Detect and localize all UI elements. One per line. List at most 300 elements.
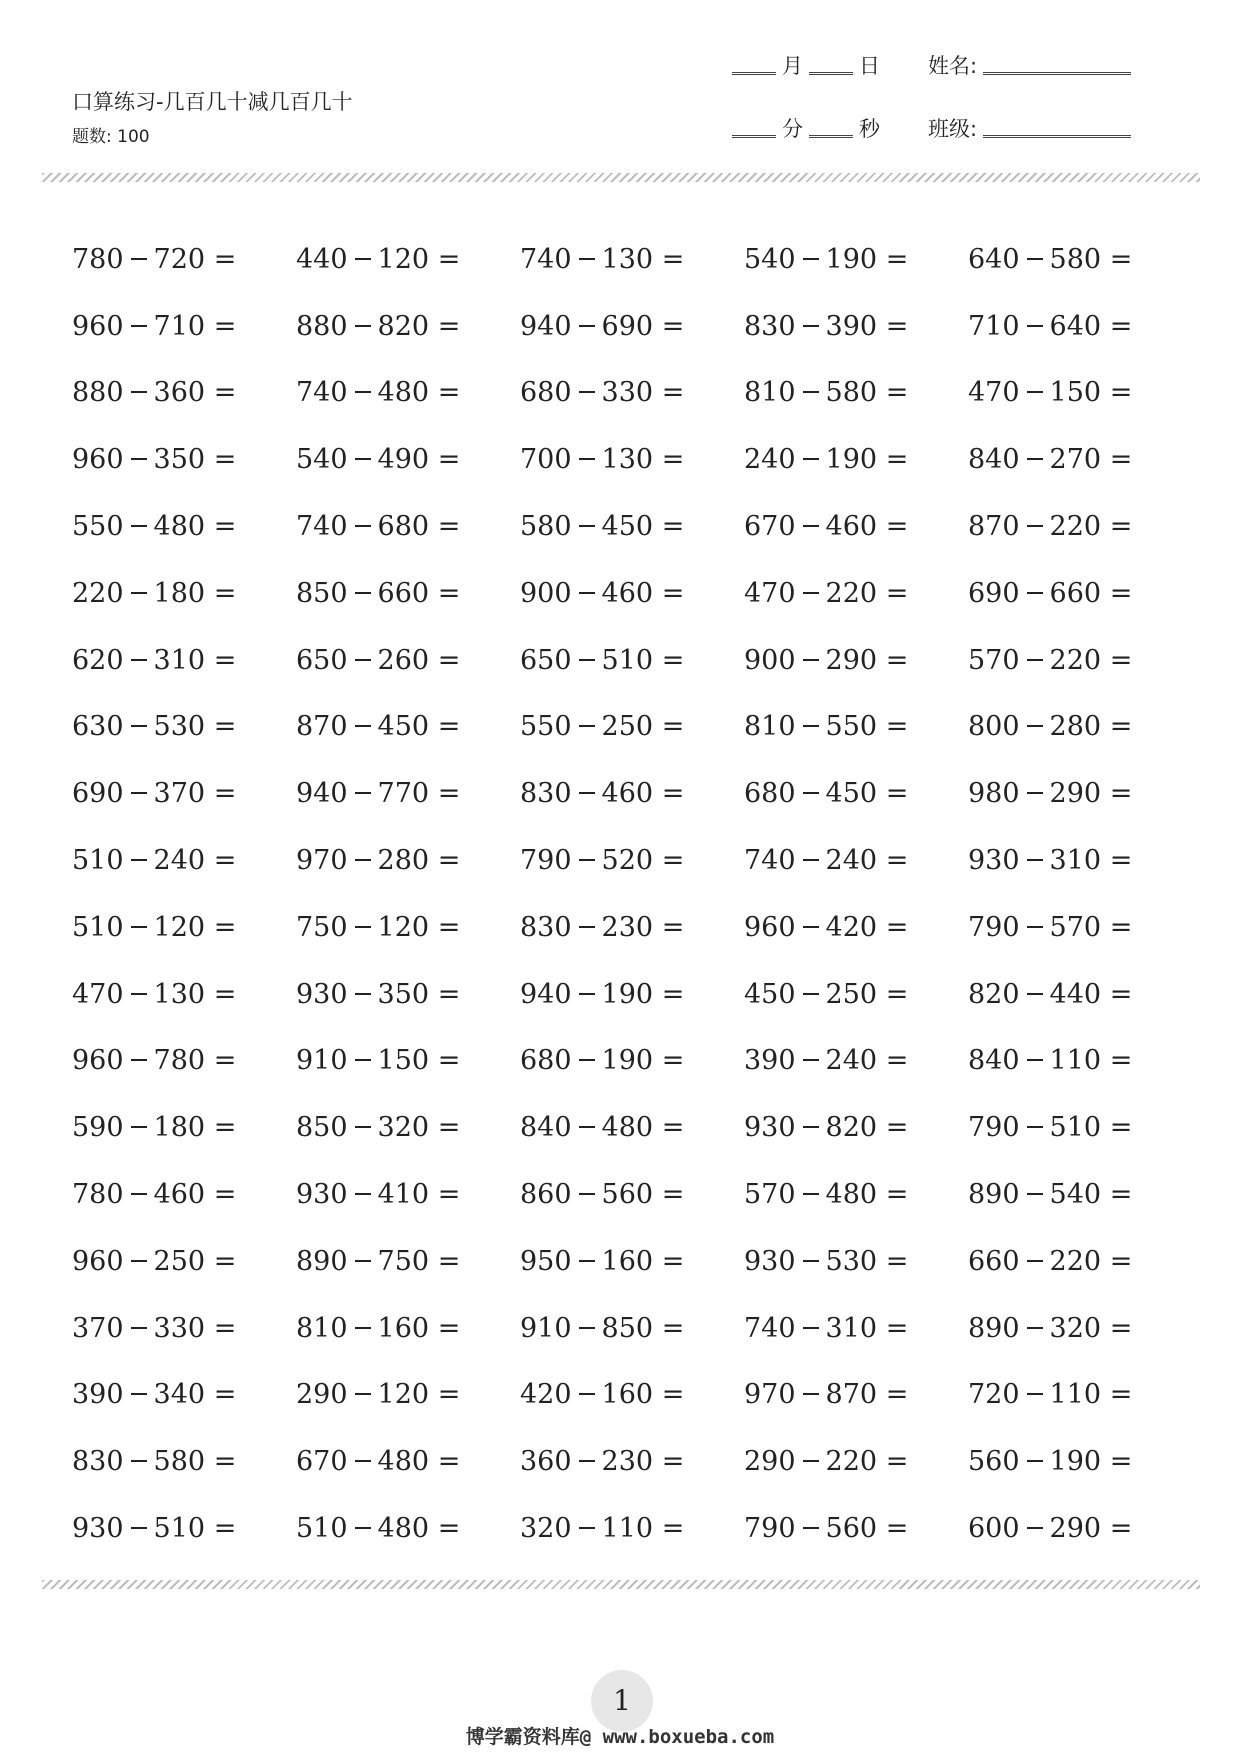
problem-item[interactable] — [296, 845, 520, 876]
problem-item[interactable] — [520, 244, 744, 275]
minuend: 740 — [296, 377, 348, 409]
equals-sign: = — [437, 243, 461, 275]
problem-item[interactable] — [968, 1313, 1192, 1344]
subtrahend: 190 — [601, 978, 654, 1010]
problem-item[interactable] — [296, 511, 520, 542]
subtrahend: 460 — [825, 511, 878, 543]
minus-sign — [803, 325, 819, 327]
problem-item[interactable] — [72, 377, 296, 408]
problem-item[interactable] — [520, 1513, 744, 1544]
minuend: 810 — [744, 711, 796, 743]
problem-item[interactable] — [968, 444, 1192, 475]
minuend: 880 — [296, 310, 348, 342]
minus-sign — [131, 325, 147, 327]
minuend: 690 — [968, 577, 1020, 609]
minuend: 960 — [72, 310, 124, 342]
minuend: 290 — [296, 1379, 348, 1411]
subtrahend: 130 — [601, 444, 654, 476]
problem-item[interactable] — [968, 1379, 1192, 1410]
problem-item[interactable] — [296, 1246, 520, 1277]
problem-item[interactable] — [744, 1513, 968, 1544]
problem-item[interactable] — [72, 1246, 296, 1277]
problem-item[interactable] — [520, 778, 744, 809]
minus-sign — [355, 458, 371, 460]
problem-item[interactable] — [72, 1379, 296, 1410]
minus-sign — [355, 659, 371, 661]
problem-item[interactable] — [744, 1246, 968, 1277]
subtrahend: 270 — [1049, 444, 1102, 476]
equals-sign: = — [885, 310, 909, 342]
minus-sign — [355, 725, 371, 727]
worksheet-title: 口算练习-几百几十减几百几十 — [72, 90, 353, 114]
problem-item[interactable] — [520, 845, 744, 876]
equals-sign: = — [661, 444, 685, 476]
minuend: 890 — [968, 1312, 1020, 1344]
minus-sign — [355, 859, 371, 861]
minus-sign — [1027, 1260, 1043, 1262]
minus-sign — [579, 792, 595, 794]
minuend: 910 — [296, 1045, 348, 1077]
minuend: 830 — [744, 310, 796, 342]
equals-sign: = — [1109, 644, 1133, 676]
subtrahend: 190 — [1049, 1446, 1102, 1478]
problem-item[interactable] — [520, 444, 744, 475]
problem-item[interactable] — [72, 1513, 296, 1544]
minuend: 790 — [520, 845, 572, 877]
minuend: 960 — [744, 911, 796, 943]
subtrahend: 450 — [377, 711, 430, 743]
equals-sign: = — [437, 1245, 461, 1277]
problem-item[interactable] — [744, 311, 968, 342]
problem-row — [72, 293, 1192, 360]
problem-item[interactable] — [296, 979, 520, 1010]
problem-item[interactable] — [520, 912, 744, 943]
problem-item[interactable] — [296, 778, 520, 809]
minuend: 840 — [968, 444, 1020, 476]
problem-grid — [72, 226, 1192, 1562]
minus-sign — [1027, 993, 1043, 995]
subtrahend: 580 — [153, 1446, 206, 1478]
equals-sign: = — [1109, 911, 1133, 943]
subtrahend: 180 — [153, 1112, 206, 1144]
minus-sign — [131, 993, 147, 995]
subtrahend: 770 — [377, 778, 430, 810]
equals-sign: = — [885, 778, 909, 810]
equals-sign: = — [213, 377, 237, 409]
problem-item[interactable] — [296, 1045, 520, 1076]
problem-item[interactable] — [744, 444, 968, 475]
problem-item[interactable] — [968, 645, 1192, 676]
problem-item[interactable] — [968, 711, 1192, 742]
problem-item[interactable] — [520, 1246, 744, 1277]
problem-item[interactable] — [72, 1045, 296, 1076]
second-blank[interactable] — [809, 135, 853, 138]
minuend: 960 — [72, 444, 124, 476]
subtrahend: 310 — [153, 644, 206, 676]
problem-item[interactable] — [744, 244, 968, 275]
equals-sign: = — [661, 644, 685, 676]
equals-sign: = — [885, 845, 909, 877]
subtrahend: 850 — [601, 1312, 654, 1344]
subtrahend: 190 — [825, 444, 878, 476]
minuend: 860 — [520, 1179, 572, 1211]
problem-item[interactable] — [968, 845, 1192, 876]
problem-item[interactable] — [968, 1112, 1192, 1143]
minus-sign — [131, 458, 147, 460]
minus-sign — [579, 1460, 595, 1462]
minute-blank[interactable] — [732, 135, 776, 138]
equals-sign: = — [1109, 444, 1133, 476]
minus-sign — [1027, 859, 1043, 861]
problem-item[interactable] — [520, 979, 744, 1010]
problem-item[interactable] — [520, 1313, 744, 1344]
minus-sign — [131, 1527, 147, 1529]
problem-item[interactable] — [296, 444, 520, 475]
problem-row — [72, 226, 1192, 293]
minuend: 930 — [744, 1245, 796, 1277]
minus-sign — [579, 725, 595, 727]
minus-sign — [803, 725, 819, 727]
subtrahend: 250 — [601, 711, 654, 743]
problem-item[interactable] — [520, 311, 744, 342]
day-blank[interactable] — [809, 72, 853, 75]
problem-item[interactable] — [520, 1379, 744, 1410]
equals-sign: = — [1109, 1179, 1133, 1211]
minus-sign — [131, 659, 147, 661]
problem-item[interactable] — [744, 1379, 968, 1410]
problem-item[interactable] — [744, 578, 968, 609]
problem-item[interactable] — [72, 1179, 296, 1210]
problem-item[interactable] — [296, 377, 520, 408]
minuend: 830 — [520, 778, 572, 810]
minus-sign — [803, 1260, 819, 1262]
equals-sign: = — [1109, 577, 1133, 609]
subtrahend: 190 — [825, 243, 878, 275]
problem-item[interactable] — [744, 1313, 968, 1344]
minuend: 510 — [72, 845, 124, 877]
problem-item[interactable] — [520, 645, 744, 676]
minuend: 360 — [520, 1446, 572, 1478]
problem-item[interactable] — [968, 377, 1192, 408]
problem-item[interactable] — [968, 1446, 1192, 1477]
subtrahend: 720 — [153, 243, 206, 275]
minuend: 650 — [520, 644, 572, 676]
subtrahend: 190 — [601, 1045, 654, 1077]
problem-item[interactable] — [296, 1513, 520, 1544]
problem-item[interactable] — [296, 1112, 520, 1143]
problem-item[interactable] — [968, 511, 1192, 542]
problem-item[interactable] — [744, 711, 968, 742]
second-label: 秒 — [859, 117, 880, 141]
problem-item[interactable] — [968, 912, 1192, 943]
subtrahend: 160 — [377, 1312, 430, 1344]
minus-sign — [355, 1059, 371, 1061]
subtrahend: 660 — [1049, 577, 1102, 609]
equals-sign: = — [885, 1045, 909, 1077]
equals-sign: = — [213, 845, 237, 877]
minus-sign — [131, 391, 147, 393]
subtrahend: 310 — [1049, 845, 1102, 877]
problem-item[interactable] — [744, 1045, 968, 1076]
minus-sign — [1027, 325, 1043, 327]
problem-item[interactable] — [744, 979, 968, 1010]
subtrahend: 820 — [825, 1112, 878, 1144]
minuend: 900 — [520, 577, 572, 609]
equals-sign: = — [1109, 1112, 1133, 1144]
bottom-divider — [42, 1580, 1200, 1589]
problem-item[interactable] — [72, 912, 296, 943]
problem-row — [72, 1495, 1192, 1562]
problem-item[interactable] — [968, 1513, 1192, 1544]
problem-item[interactable] — [296, 645, 520, 676]
minuend: 890 — [296, 1245, 348, 1277]
problem-item[interactable] — [968, 578, 1192, 609]
minuend: 810 — [744, 377, 796, 409]
minus-sign — [803, 1527, 819, 1529]
minus-sign — [1027, 258, 1043, 260]
problem-item[interactable] — [296, 1313, 520, 1344]
problem-item[interactable] — [72, 511, 296, 542]
problem-item[interactable] — [296, 912, 520, 943]
minus-sign — [355, 1527, 371, 1529]
minuend: 790 — [968, 1112, 1020, 1144]
subtrahend: 290 — [825, 644, 878, 676]
equals-sign: = — [661, 310, 685, 342]
equals-sign: = — [1109, 1312, 1133, 1344]
problem-item[interactable] — [520, 1446, 744, 1477]
minus-sign — [131, 725, 147, 727]
subtrahend: 480 — [153, 511, 206, 543]
subtrahend: 510 — [601, 644, 654, 676]
problem-item[interactable] — [520, 1179, 744, 1210]
minuend: 930 — [744, 1112, 796, 1144]
problem-item[interactable] — [744, 645, 968, 676]
subtrahend: 820 — [377, 310, 430, 342]
problem-item[interactable] — [520, 1112, 744, 1143]
problem-item[interactable] — [968, 979, 1192, 1010]
problem-item[interactable] — [744, 511, 968, 542]
problem-item[interactable] — [520, 1045, 744, 1076]
minuend: 510 — [72, 911, 124, 943]
equals-sign: = — [1109, 978, 1133, 1010]
minuend: 830 — [520, 911, 572, 943]
minute-label: 分 — [782, 117, 803, 141]
minus-sign — [131, 1327, 147, 1329]
problem-item[interactable] — [968, 778, 1192, 809]
minuend: 850 — [296, 577, 348, 609]
equals-sign: = — [437, 978, 461, 1010]
problem-item[interactable] — [968, 311, 1192, 342]
problem-item[interactable] — [72, 1446, 296, 1477]
minuend: 940 — [296, 778, 348, 810]
problem-row — [72, 1295, 1192, 1362]
problem-row — [72, 894, 1192, 961]
subtrahend: 460 — [153, 1179, 206, 1211]
problem-item[interactable] — [296, 244, 520, 275]
subtrahend: 530 — [153, 711, 206, 743]
problem-row — [72, 1094, 1192, 1161]
minus-sign — [579, 458, 595, 460]
problem-item[interactable] — [72, 1313, 296, 1344]
subtrahend: 150 — [377, 1045, 430, 1077]
minuend: 660 — [968, 1245, 1020, 1277]
problem-item[interactable] — [744, 377, 968, 408]
month-blank[interactable] — [732, 72, 776, 75]
problem-item[interactable] — [744, 845, 968, 876]
problem-item[interactable] — [72, 578, 296, 609]
equals-sign: = — [437, 377, 461, 409]
subtrahend: 250 — [153, 1245, 206, 1277]
minuend: 700 — [520, 444, 572, 476]
problem-item[interactable] — [72, 1112, 296, 1143]
minus-sign — [1027, 725, 1043, 727]
minuend: 390 — [744, 1045, 796, 1077]
problem-row — [72, 1362, 1192, 1429]
subtrahend: 350 — [153, 444, 206, 476]
problem-row — [72, 1428, 1192, 1495]
equals-sign: = — [213, 577, 237, 609]
equals-sign: = — [661, 911, 685, 943]
problem-item[interactable] — [296, 1179, 520, 1210]
subtrahend: 750 — [377, 1245, 430, 1277]
problem-item[interactable] — [520, 511, 744, 542]
minuend: 710 — [968, 310, 1020, 342]
minuend: 720 — [968, 1379, 1020, 1411]
minus-sign — [355, 258, 371, 260]
subtrahend: 560 — [825, 1513, 878, 1545]
minuend: 960 — [72, 1245, 124, 1277]
problem-item[interactable] — [968, 1045, 1192, 1076]
subtrahend: 580 — [1049, 243, 1102, 275]
problem-row — [72, 760, 1192, 827]
minus-sign — [131, 1260, 147, 1262]
problem-item[interactable] — [72, 311, 296, 342]
minuend: 680 — [744, 778, 796, 810]
problem-item[interactable] — [72, 711, 296, 742]
subtrahend: 660 — [377, 577, 430, 609]
subtrahend: 220 — [825, 1446, 878, 1478]
equals-sign: = — [885, 1513, 909, 1545]
problem-item[interactable] — [744, 1446, 968, 1477]
equals-sign: = — [1109, 778, 1133, 810]
problem-item[interactable] — [72, 845, 296, 876]
class-label: 班级: — [928, 117, 978, 141]
minuend: 870 — [296, 711, 348, 743]
minus-sign — [131, 792, 147, 794]
minuend: 780 — [72, 1179, 124, 1211]
name-blank[interactable] — [983, 72, 1131, 75]
subtrahend: 440 — [1049, 978, 1102, 1010]
problem-item[interactable] — [296, 311, 520, 342]
minuend: 440 — [296, 243, 348, 275]
subtrahend: 280 — [1049, 711, 1102, 743]
class-blank[interactable] — [983, 135, 1131, 138]
subtrahend: 640 — [1049, 310, 1102, 342]
minus-sign — [1027, 1527, 1043, 1529]
problem-item[interactable] — [744, 1112, 968, 1143]
class-field[interactable] — [928, 113, 1131, 143]
equals-sign: = — [1109, 711, 1133, 743]
minuend: 980 — [968, 778, 1020, 810]
subtrahend: 460 — [601, 778, 654, 810]
equals-sign: = — [437, 1045, 461, 1077]
problem-item[interactable] — [72, 244, 296, 275]
problem-item[interactable] — [520, 578, 744, 609]
problem-item[interactable] — [296, 1446, 520, 1477]
date-field[interactable] — [726, 50, 880, 80]
problem-item[interactable] — [744, 778, 968, 809]
minuend: 750 — [296, 911, 348, 943]
problem-item[interactable] — [72, 645, 296, 676]
problem-item[interactable] — [296, 1379, 520, 1410]
problem-item[interactable] — [744, 1179, 968, 1210]
name-field[interactable] — [928, 50, 1131, 80]
minuend: 870 — [968, 511, 1020, 543]
problem-item[interactable] — [296, 711, 520, 742]
problem-item[interactable] — [968, 1179, 1192, 1210]
equals-sign: = — [661, 978, 685, 1010]
problem-item[interactable] — [744, 912, 968, 943]
minus-sign — [1027, 926, 1043, 928]
subtrahend: 540 — [1049, 1179, 1102, 1211]
minuend: 940 — [520, 310, 572, 342]
subtrahend: 110 — [1049, 1045, 1102, 1077]
minuend: 650 — [296, 644, 348, 676]
problem-item[interactable] — [520, 711, 744, 742]
time-field[interactable] — [726, 113, 880, 143]
subtrahend: 580 — [825, 377, 878, 409]
equals-sign: = — [213, 310, 237, 342]
minus-sign — [579, 258, 595, 260]
problem-item[interactable] — [968, 1246, 1192, 1277]
minus-sign — [579, 1260, 595, 1262]
minuend: 960 — [72, 1045, 124, 1077]
subtrahend: 450 — [601, 511, 654, 543]
equals-sign: = — [661, 1245, 685, 1277]
equals-sign: = — [213, 1112, 237, 1144]
subtrahend: 220 — [1049, 511, 1102, 543]
minuend: 690 — [72, 778, 124, 810]
minus-sign — [355, 1193, 371, 1195]
subtrahend: 240 — [825, 1045, 878, 1077]
subtrahend: 220 — [825, 577, 878, 609]
minus-sign — [355, 325, 371, 327]
problem-item[interactable] — [72, 444, 296, 475]
problem-item[interactable] — [968, 244, 1192, 275]
minus-sign — [803, 592, 819, 594]
minus-sign — [355, 993, 371, 995]
problem-item[interactable] — [296, 578, 520, 609]
minus-sign — [355, 1327, 371, 1329]
problem-item[interactable] — [520, 377, 744, 408]
equals-sign: = — [661, 511, 685, 543]
subtrahend: 290 — [1049, 1513, 1102, 1545]
minus-sign — [131, 1059, 147, 1061]
subtrahend: 330 — [601, 377, 654, 409]
equals-sign: = — [885, 1179, 909, 1211]
minus-sign — [803, 1193, 819, 1195]
problem-item[interactable] — [72, 979, 296, 1010]
minuend: 680 — [520, 1045, 572, 1077]
minuend: 470 — [72, 978, 124, 1010]
subtrahend: 530 — [825, 1245, 878, 1277]
minuend: 600 — [968, 1513, 1020, 1545]
subtrahend: 340 — [153, 1379, 206, 1411]
equals-sign: = — [885, 1245, 909, 1277]
equals-sign: = — [885, 511, 909, 543]
problem-row — [72, 426, 1192, 493]
problem-item[interactable] — [72, 778, 296, 809]
